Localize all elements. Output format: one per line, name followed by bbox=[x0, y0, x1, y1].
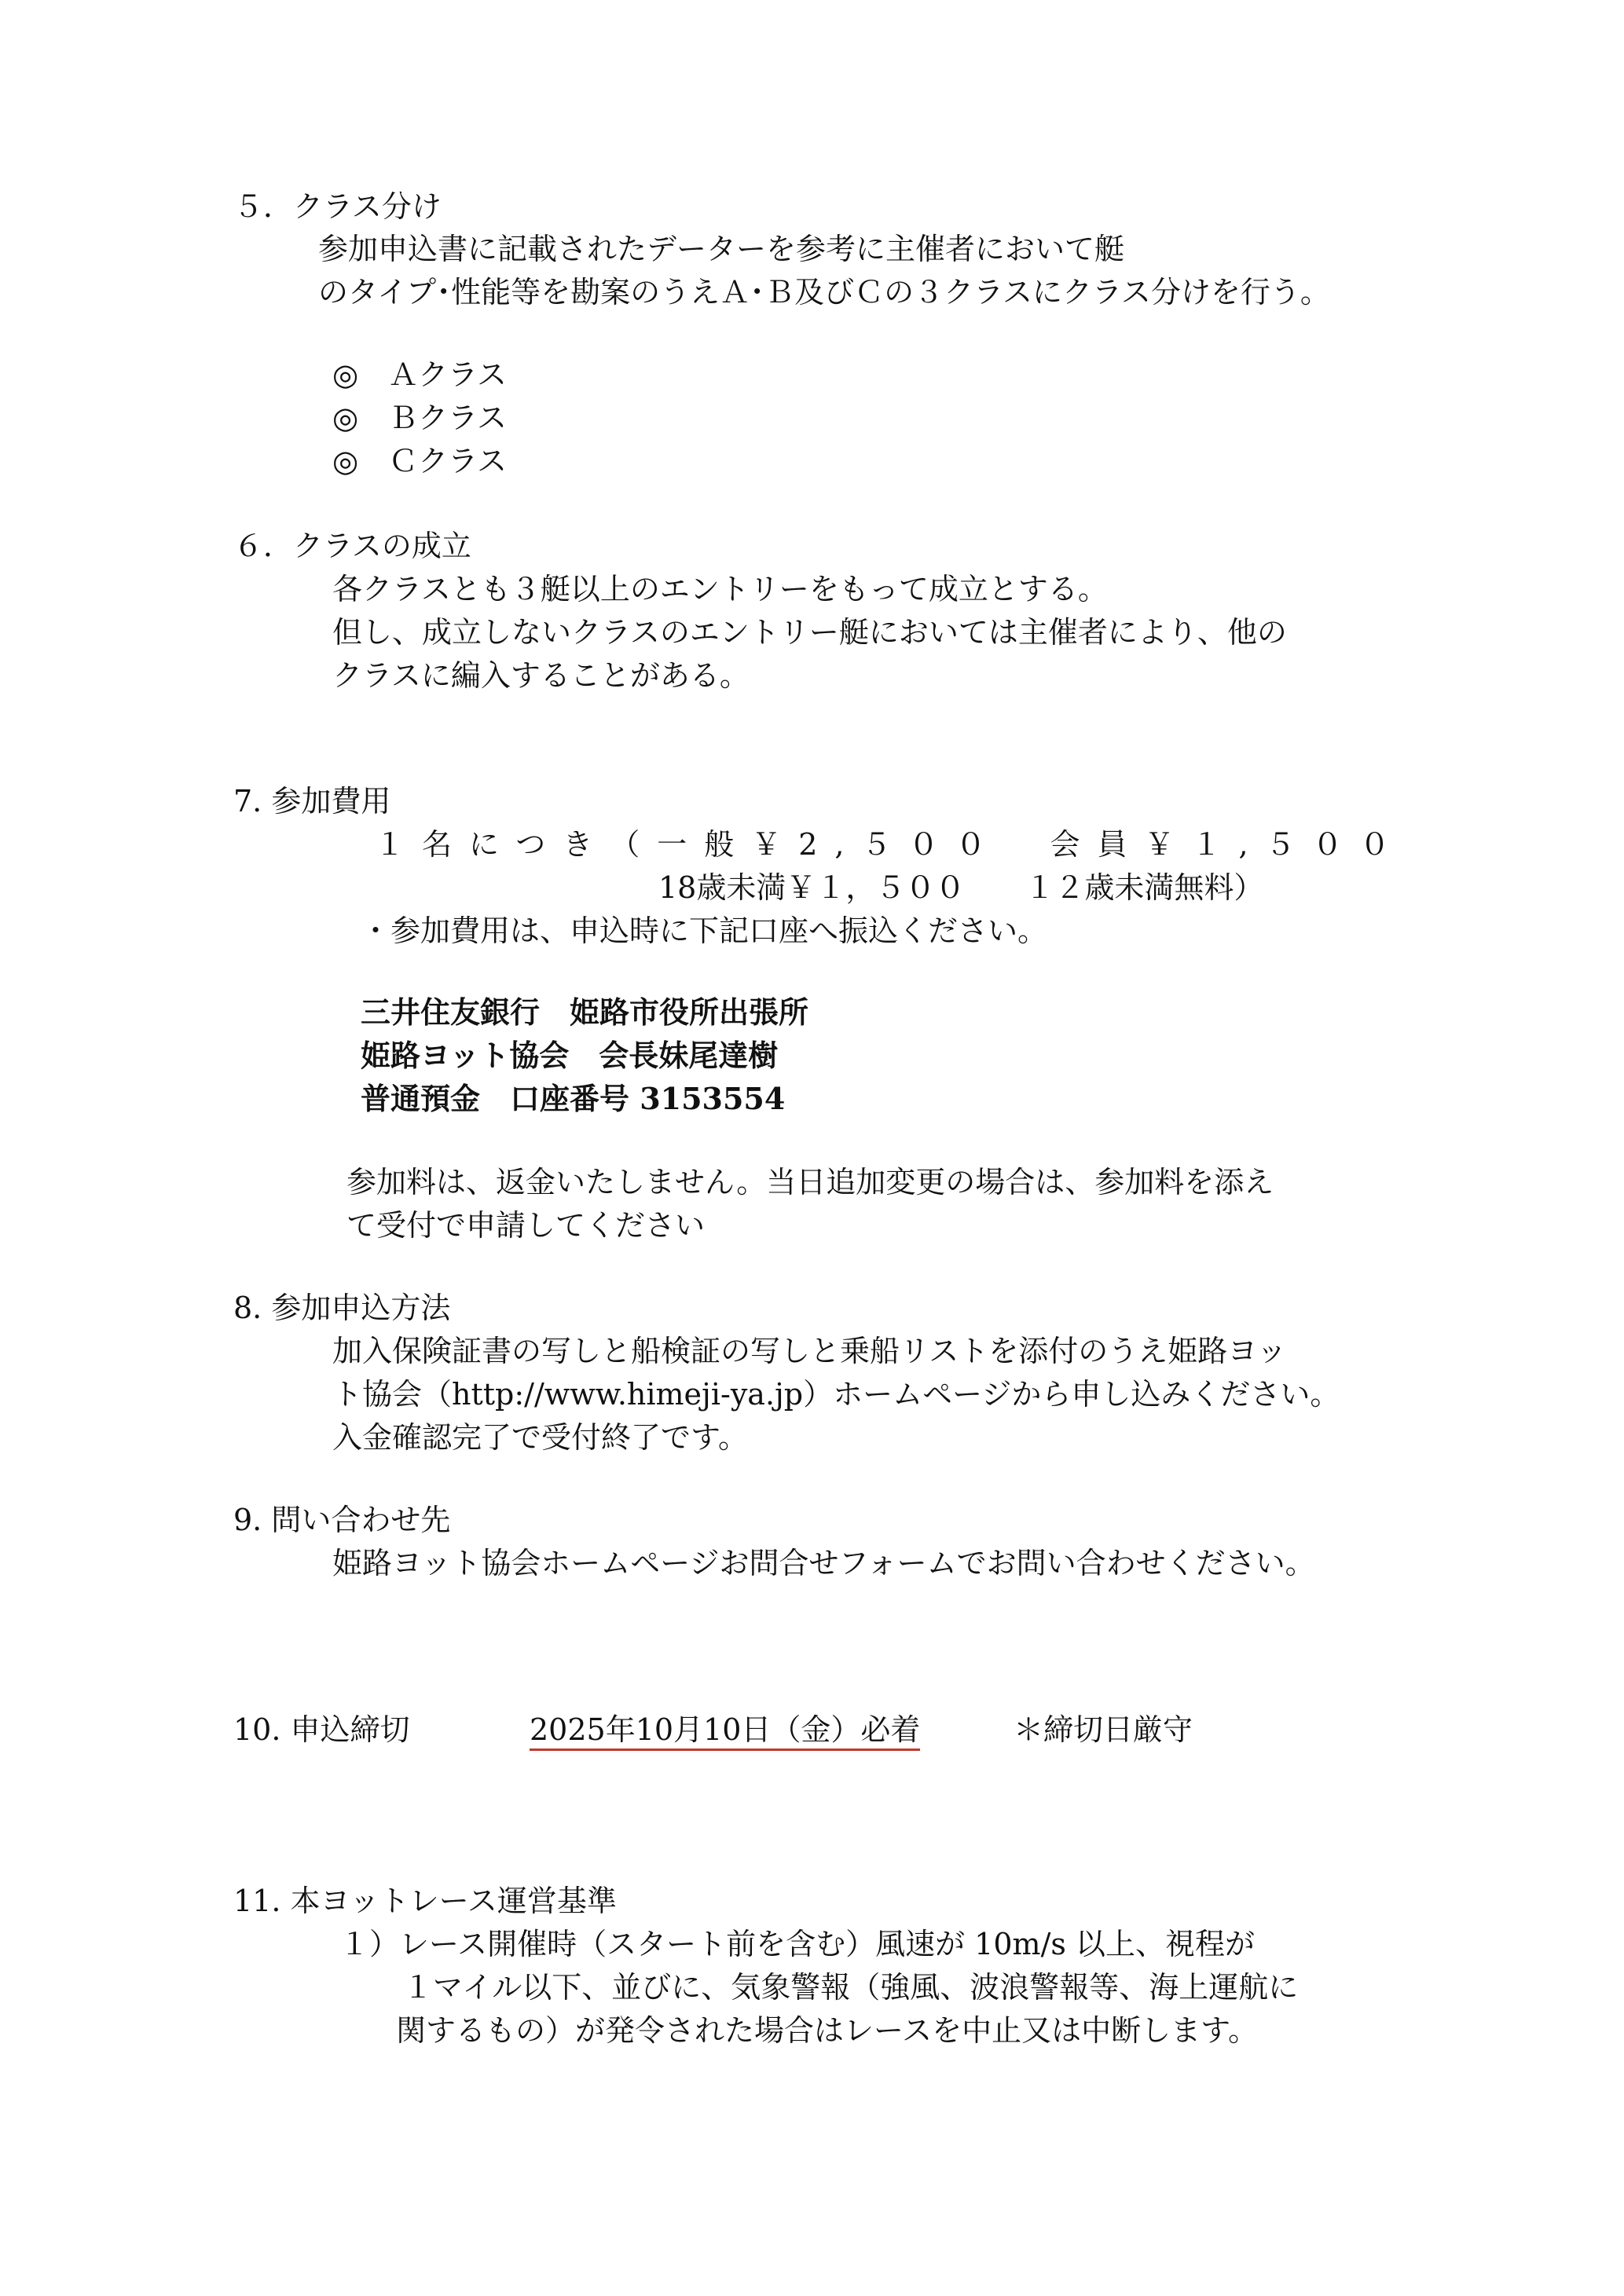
section-8-body-line-1: 加入保険証書の写しと船検証の写しと乗船リストを添付のうえ姫路ヨッ bbox=[332, 1334, 1287, 1368]
section-11-heading: 11. 本ヨットレース運営基準 bbox=[233, 1884, 617, 1918]
section-5-body-line-2: のタイプ･性能等を勘案のうえＡ･Ｂ及びＣの３クラスにクラス分けを行う。 bbox=[318, 275, 1330, 309]
section-5-body-line-1: 参加申込書に記載されたデーターを参考に主催者において艇 bbox=[318, 232, 1125, 266]
section-8-heading: 8. 参加申込方法 bbox=[233, 1291, 451, 1325]
deadline-note: ＊締切日厳守 bbox=[1014, 1712, 1193, 1747]
refund-note-line-1: 参加料は、返金いたしません。当日追加変更の場合は、参加料を添え bbox=[346, 1165, 1274, 1199]
class-a-item: ◎ Ａクラス bbox=[332, 357, 508, 392]
section-9-heading: 9. 問い合わせ先 bbox=[233, 1503, 451, 1537]
class-c-item: ◎ Ｃクラス bbox=[332, 444, 508, 478]
section-6-body-line-2: 但し、成立しないクラスのエントリー艇においては主催者により、他の bbox=[332, 615, 1287, 650]
deadline-date-wrap bbox=[530, 1712, 920, 1747]
section-7-heading: 7. 参加費用 bbox=[233, 784, 391, 818]
fee-line-1: １名につき（一般￥2,５００ 会員￥１,５００ bbox=[375, 827, 1407, 862]
account-holder-line: 姫路ヨット協会 会長妹尾達樹 bbox=[361, 1038, 779, 1073]
section-9-body-line-1: 姫路ヨット協会ホームページお問合せフォームでお問い合わせください。 bbox=[332, 1546, 1315, 1580]
section-6-heading: ６．クラスの成立 bbox=[233, 529, 471, 563]
section-10-heading: 10. 申込締切 bbox=[233, 1712, 410, 1747]
rule-1-line-2: １マイル以下、並びに、気象警報（強風、波浪警報等、海上運航に bbox=[403, 1970, 1299, 2005]
class-b-item: ◎ Ｂクラス bbox=[332, 401, 508, 435]
account-number-line: 普通預金 口座番号 3153554 bbox=[361, 1081, 786, 1116]
fee-line-2: 18歳未満￥１，５００ １２歳未満無料） bbox=[658, 870, 1264, 905]
section-8-body-line-3: 入金確認完了で受付終了です。 bbox=[332, 1420, 748, 1455]
bank-name-line: 三井住友銀行 姫路市役所出張所 bbox=[361, 994, 809, 1030]
section-6-body-line-3: クラスに編入することがある。 bbox=[332, 658, 750, 693]
refund-note-line-2: て受付で申請してください bbox=[346, 1208, 706, 1243]
rule-1-line-3: 関するもの）が発令された場合はレースを中止又は中断します。 bbox=[396, 2013, 1259, 2048]
payment-note: ・参加費用は、申込時に下記口座へ振込ください。 bbox=[361, 914, 1048, 948]
section-6-body-line-1: 各クラスとも３艇以上のエントリーをもって成立とする。 bbox=[332, 572, 1108, 606]
section-5-heading: ５．クラス分け bbox=[233, 189, 442, 224]
rule-1-line-1: １）レース開催時（スタート前を含む）風速が 10m/s 以上、視程が bbox=[339, 1927, 1255, 1961]
deadline-date: 2025年10月10日（金）必着 bbox=[530, 1712, 920, 1751]
section-8-body-line-2: ト協会（http://www.himeji-ya.jp）ホームページから申し込みください。 bbox=[332, 1377, 1340, 1412]
